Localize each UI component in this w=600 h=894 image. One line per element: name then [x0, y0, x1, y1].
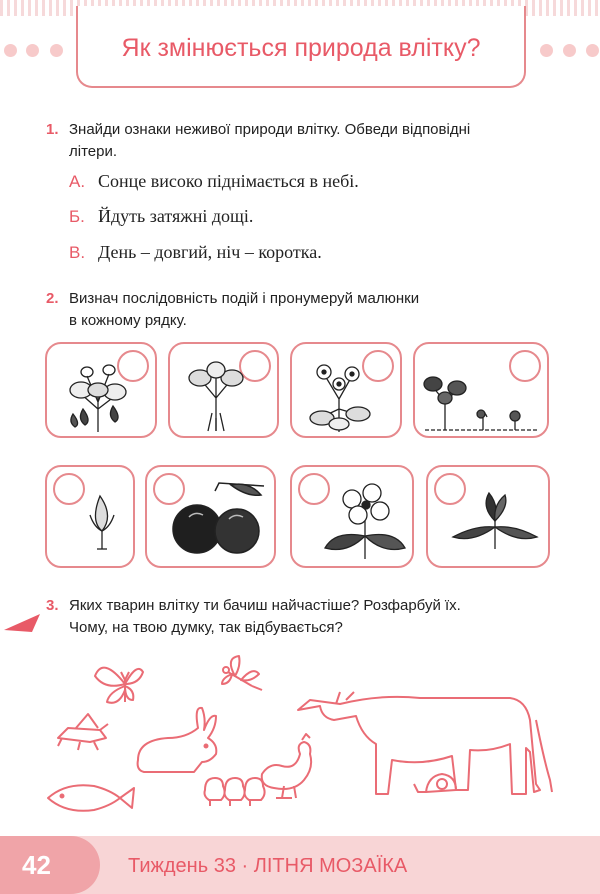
decor-dot	[4, 44, 17, 57]
picture-card-strawberry-berries	[45, 342, 157, 438]
decor-dot	[540, 44, 553, 57]
pointer-arrow-icon	[2, 610, 42, 636]
picture-card-strawberry-flowering	[290, 342, 402, 438]
hen-icon	[262, 734, 311, 798]
apples-fruit-icon	[169, 481, 269, 561]
picture-card-strawberry-seedling	[168, 342, 279, 438]
apple-bud-icon	[87, 491, 117, 551]
cow-icon	[298, 692, 552, 794]
strawberry-runners-icon	[423, 372, 541, 434]
number-circle[interactable]	[53, 473, 85, 505]
picture-card-apple-blossom	[290, 465, 414, 568]
task-3-text-line2: Чому, на твою думку, так відбувається?	[69, 619, 343, 636]
page-title: Як змінюється природа влітку?	[121, 34, 481, 62]
page-number: 42	[22, 850, 51, 880]
task-1-text-line2: літери.	[69, 143, 118, 160]
task-3-text-line1: Яких тварин влітку ти бачиш найчастіше? Розфарбуй їх.	[69, 597, 461, 614]
strawberry-flowering-icon	[304, 354, 374, 434]
option-v-letter[interactable]: В.	[69, 243, 86, 262]
option-v-text: День – довгий, ніч – коротка.	[98, 242, 322, 262]
picture-card-apples	[145, 465, 276, 568]
strawberry-plant-with-berries-icon	[63, 354, 133, 434]
dragonfly-icon	[222, 656, 262, 690]
decor-dot	[26, 44, 39, 57]
task-1-number: 1.	[46, 121, 59, 138]
option-b-letter[interactable]: Б.	[69, 207, 85, 226]
butterfly-icon	[95, 668, 143, 703]
picture-card-apple-bud	[45, 465, 135, 568]
task-2-text-line2: в кожному рядку.	[69, 312, 187, 329]
option-a-text: Сонце високо піднімається в небі.	[98, 171, 359, 191]
week-label: Тиждень 33 · ЛІТНЯ МОЗАЇКА	[128, 855, 408, 877]
task-2-number: 2.	[46, 290, 59, 307]
decor-dot	[50, 44, 63, 57]
option-a-letter[interactable]: А.	[69, 172, 86, 191]
task-2-text-line1: Визнач послідовність подій і пронумеруй малюнки	[69, 290, 420, 307]
decor-dot	[563, 44, 576, 57]
picture-card-strawberry-runners	[413, 342, 549, 438]
apple-leaves-icon	[450, 491, 540, 551]
chicks-icon	[205, 778, 265, 806]
fish-icon	[48, 785, 134, 811]
decor-dot	[586, 44, 599, 57]
strawberry-seedling-icon	[186, 358, 246, 433]
grasshopper-icon	[58, 714, 108, 750]
picture-card-apple-leaves	[426, 465, 550, 568]
rabbit-icon	[138, 708, 217, 772]
option-b-text: Йдуть затяжні дощі.	[98, 206, 254, 226]
task-3-number: 3.	[46, 597, 59, 614]
snail-icon	[414, 774, 456, 792]
task-1-text-line1: Знайди ознаки неживої природи влітку. Обведи відповідні	[69, 121, 471, 138]
animal-silhouettes	[40, 650, 560, 820]
apple-blossom-icon	[320, 481, 410, 561]
